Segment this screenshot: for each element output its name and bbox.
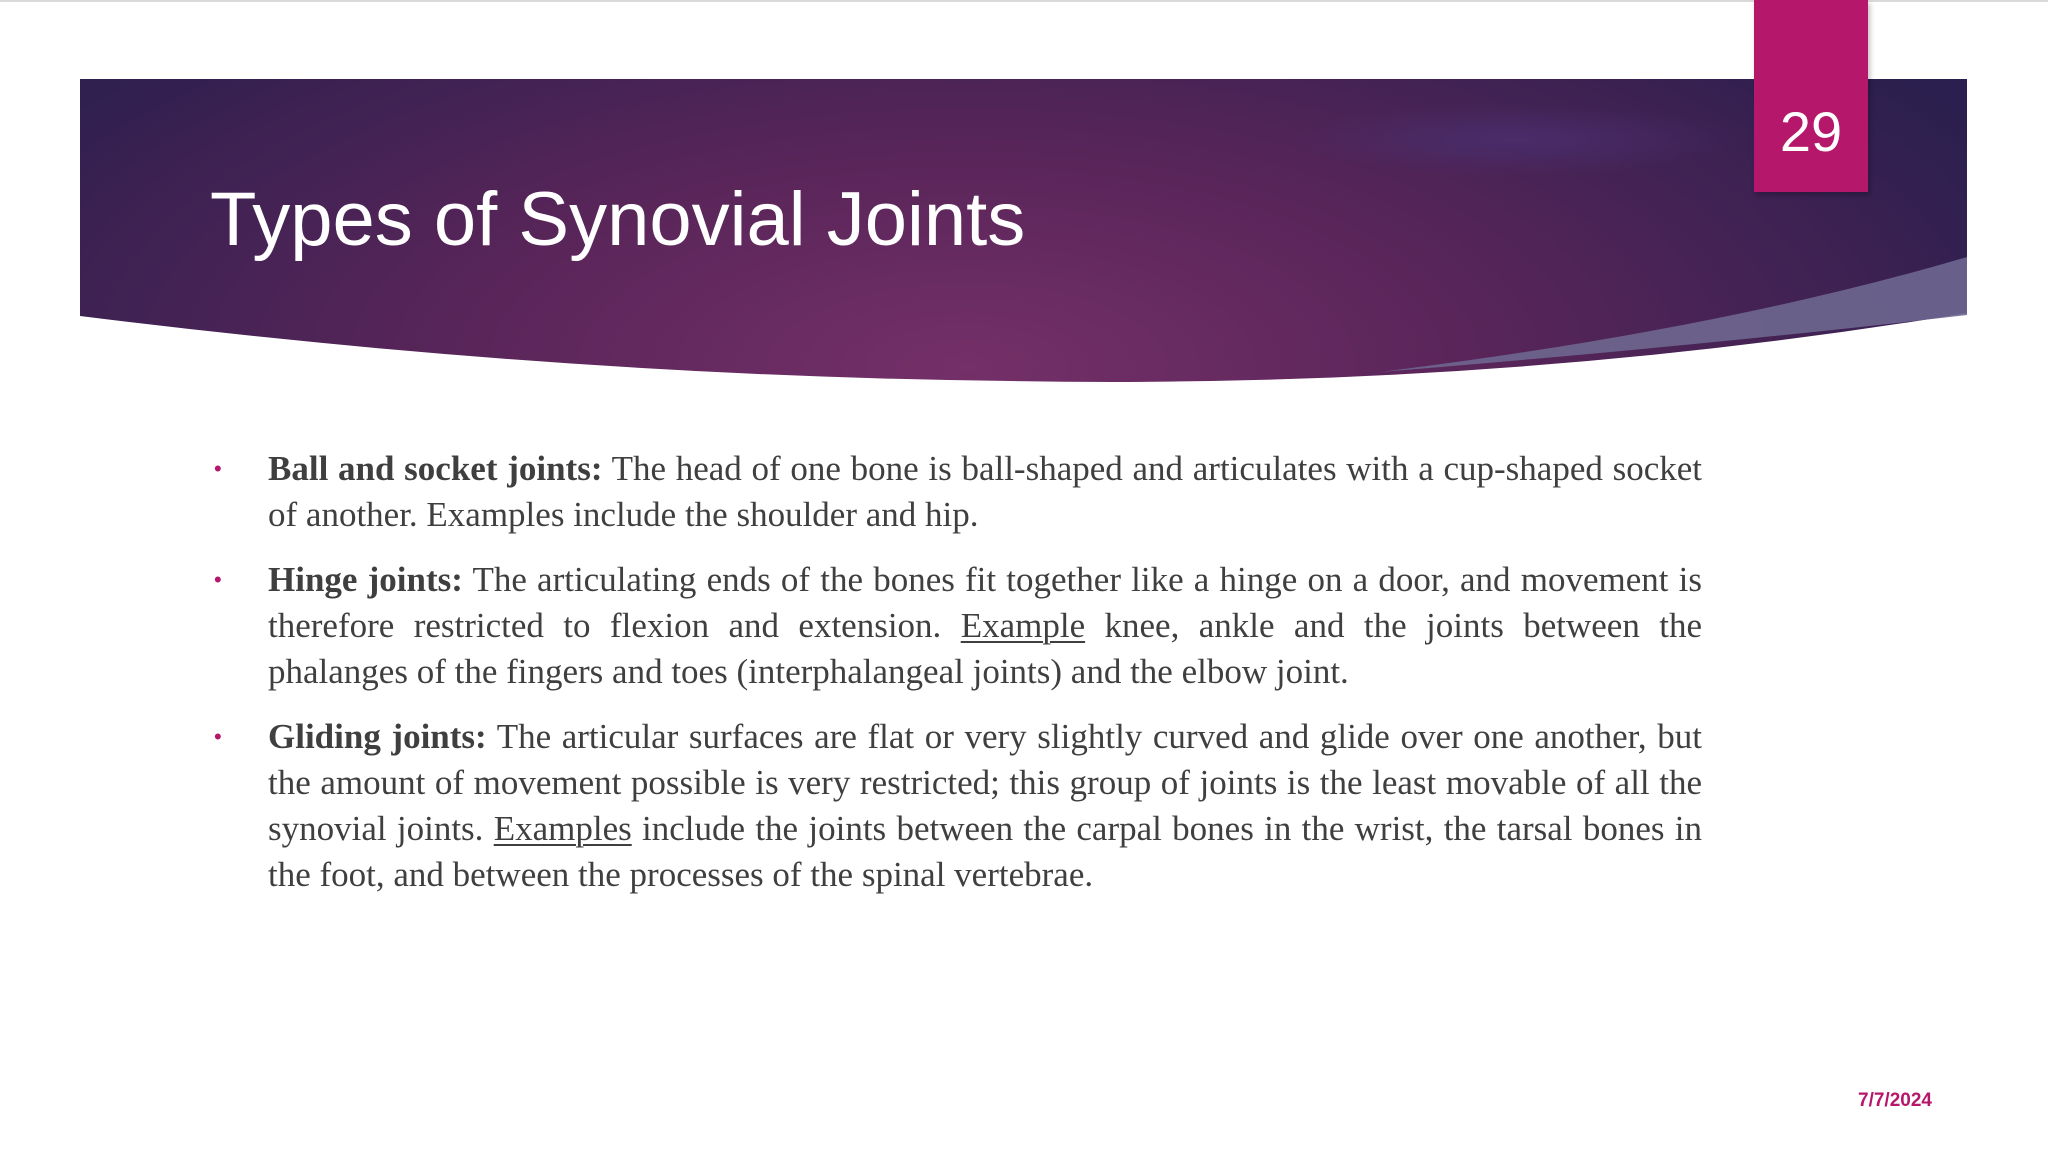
description: The articular surfaces are flat or very slightly curved and glide over one another, but the amount of movement possible is very restricted; this group of joints is the least movable of all the synovial joints. [268,717,1702,848]
term-hinge: Hinge joints: [268,560,463,599]
description-continued: include the joints between the carpal bones in the wrist, the tarsal bones in the foot, and between the processes of the spinal vertebrae. [268,809,1702,894]
page-number: 29 [1779,100,1843,163]
description-continued: knee, ankle and the joints between the phalanges of the fingers and toes (interphalangeal joints) and the elbow joint. [268,606,1702,691]
bullet-list [200,446,1702,917]
term-ball-and-socket: Ball and socket joints: [268,449,603,488]
page-number-tab [1754,0,1868,192]
term-gliding: Gliding joints: [268,717,487,756]
list-item [200,714,1702,898]
description: The head of one bone is ball-shaped and articulates with a cup-shaped socket of another. Examples include the shoulder and hip. [268,449,1703,534]
list-item [200,446,1702,538]
slide-title: Types of Synovial Joints [210,177,1026,262]
description: The articulating ends of the bones fit together like a hinge on a door, and movement is therefore restricted to flexion and extension. [268,560,1702,645]
footer-date: 7/7/2024 [1858,1090,1932,1111]
list-item [200,557,1702,695]
underlined-example: Example [960,606,1086,645]
bullet-dot-icon: • [214,567,222,592]
underlined-examples: Examples [493,809,632,848]
bullet-dot-icon: • [214,724,222,749]
bullet-dot-icon: • [214,456,222,481]
